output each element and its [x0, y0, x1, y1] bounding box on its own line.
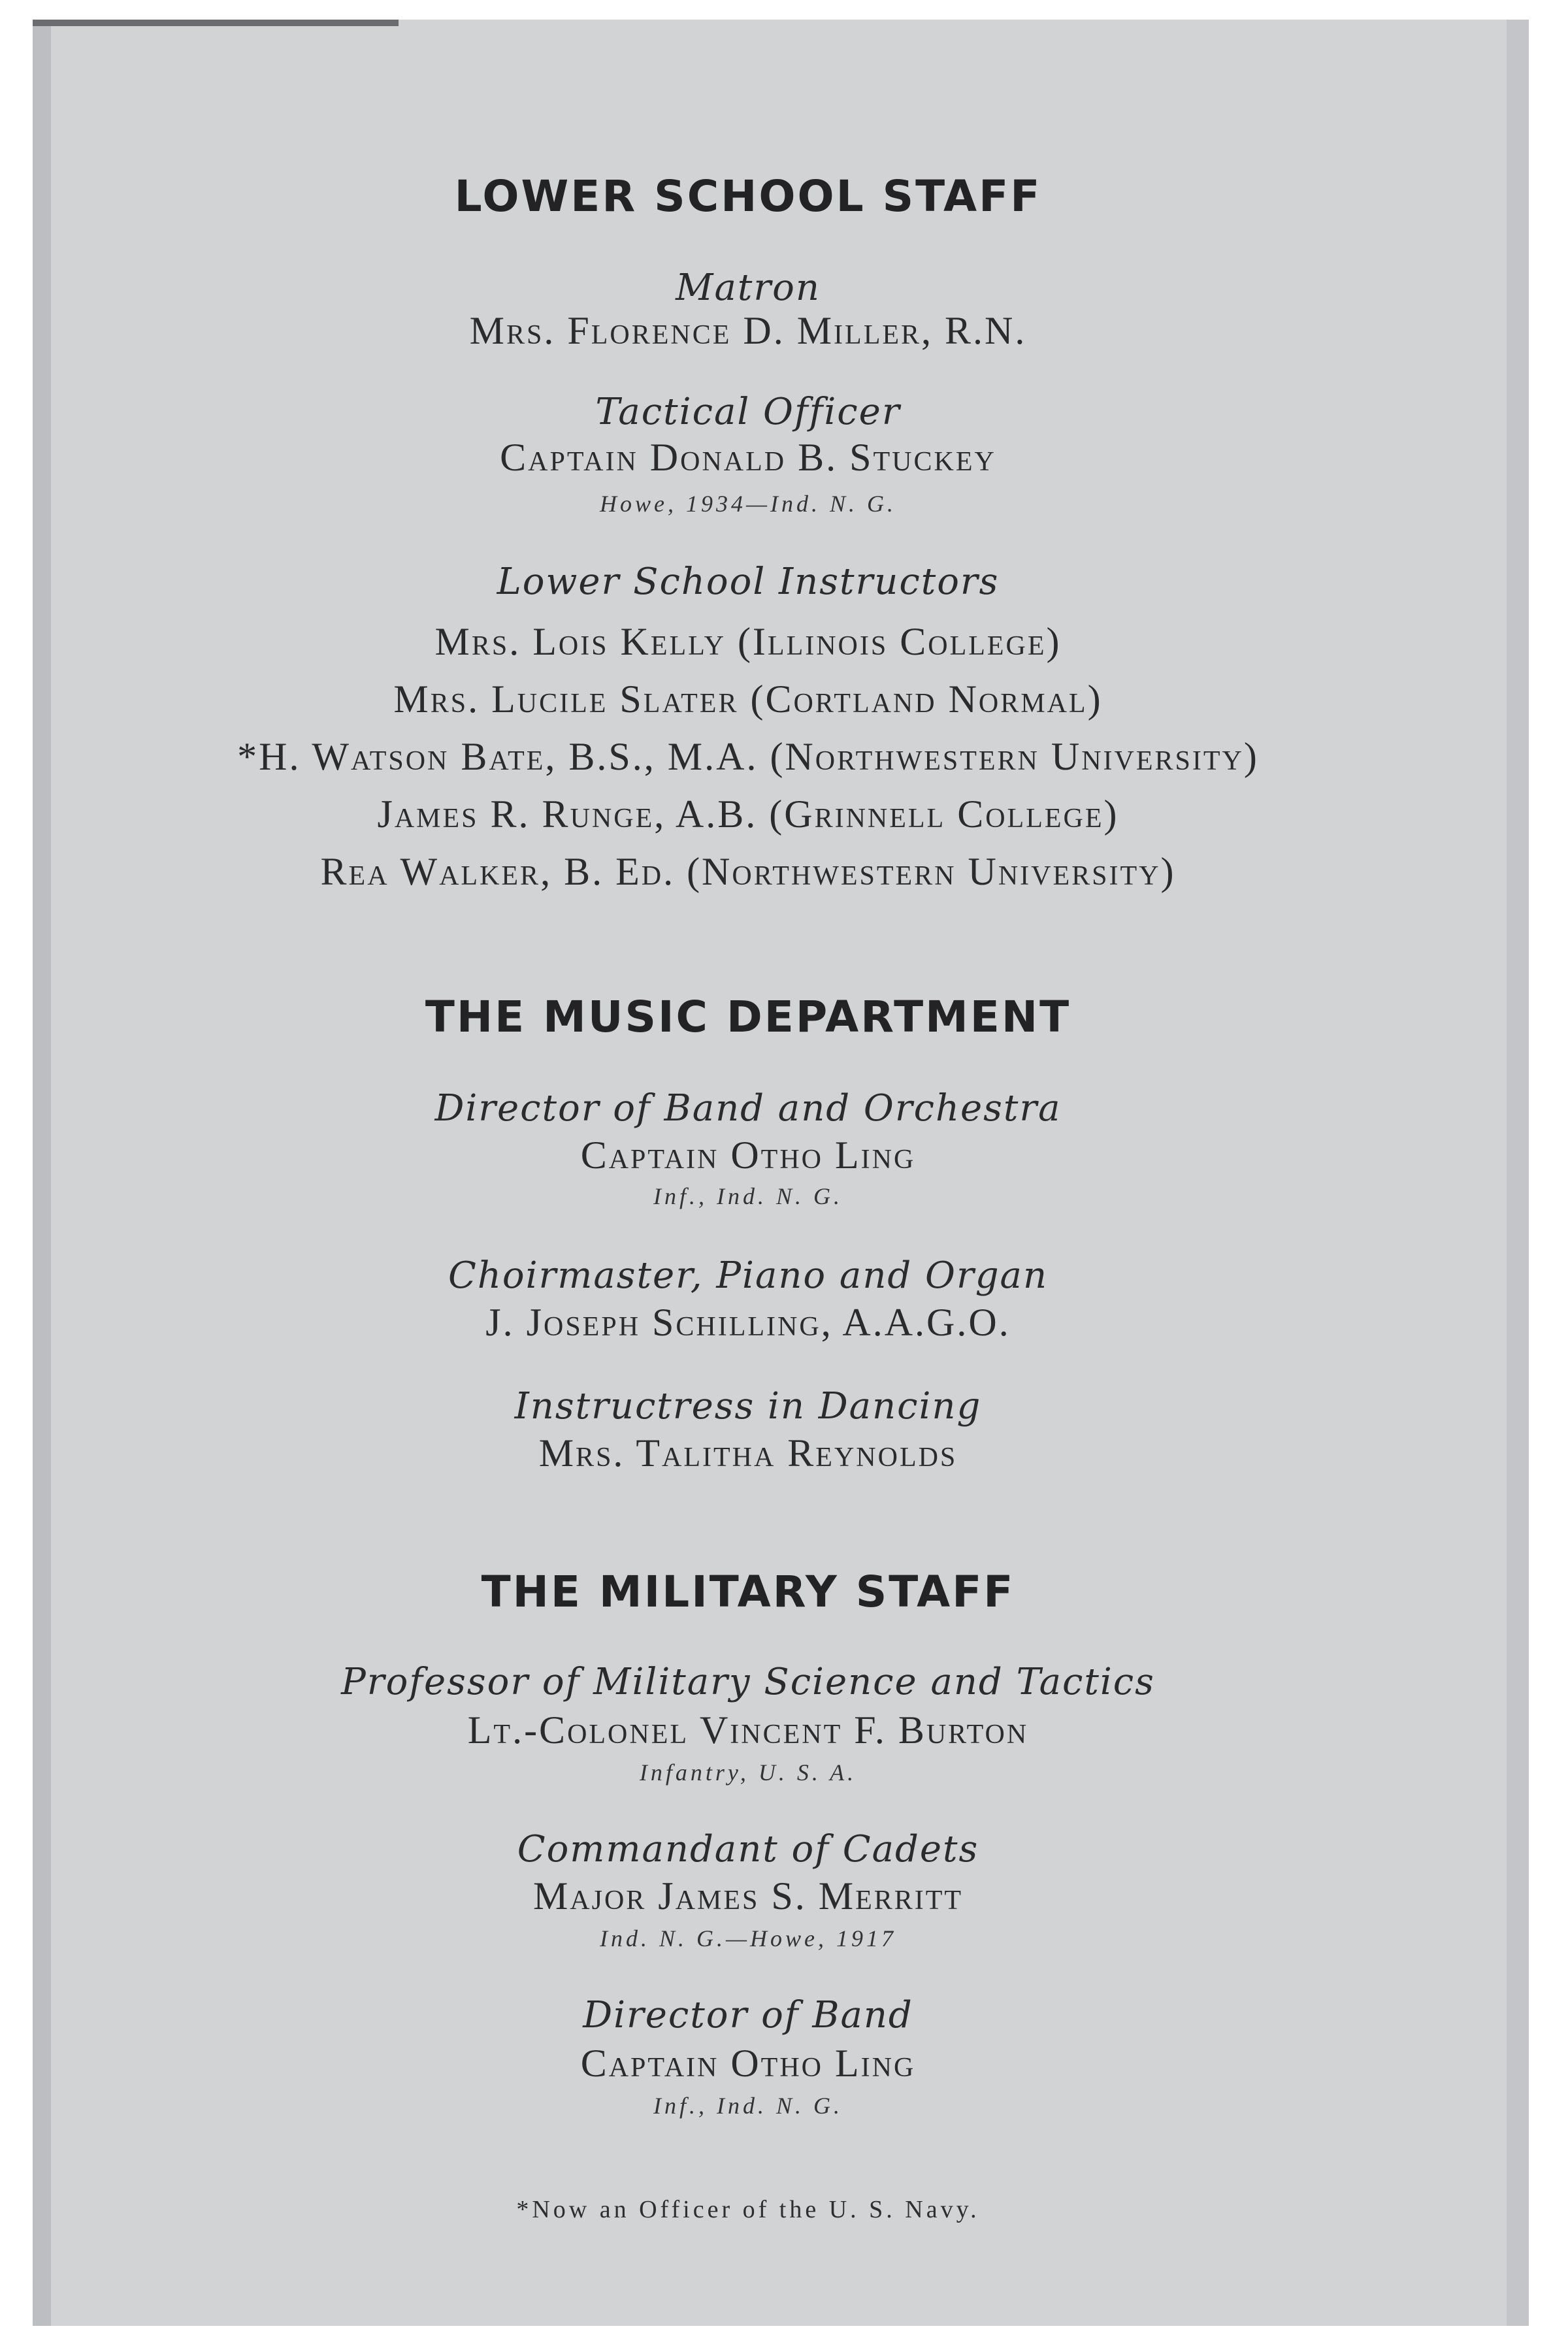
military-professor-name: Lt.-Colonel Vincent F. Burton — [467, 1708, 1029, 1752]
commandant-name: Major James S. Merritt — [532, 1874, 964, 1918]
tactical-officer-name: Captain Donald B. Stuckey — [500, 436, 996, 479]
instructor-entry: *H. Watson Bate, B.S., M.A. (Northwestern University) — [237, 735, 1259, 778]
commandant-affiliation: Ind. N. G.—Howe, 1917 — [600, 1925, 896, 1952]
matron-name: Mrs. Florence D. Miller, R.N. — [469, 309, 1027, 352]
matron-role: Matron — [676, 267, 821, 309]
choirmaster-role: Choirmaster, Piano and Organ — [448, 1254, 1049, 1297]
tactical-officer-affiliation: Howe, 1934—Ind. N. G. — [600, 491, 896, 517]
instructor-entry: James R. Runge, A.B. (Grinnell College) — [377, 792, 1119, 836]
instructor-entry: Mrs. Lucile Slater (Cortland Normal) — [393, 678, 1103, 721]
instructor-entry: Rea Walker, B. Ed. (Northwestern University) — [320, 850, 1176, 893]
tactical-officer-role: Tactical Officer — [595, 391, 901, 433]
dancing-instructress-name: Mrs. Talitha Reynolds — [538, 1431, 958, 1475]
choirmaster-name: J. Joseph Schilling, A.A.G.O. — [485, 1301, 1011, 1344]
band-director-role: Director of Band — [583, 1994, 913, 2036]
band-director-affiliation: Inf., Ind. N. G. — [653, 2093, 843, 2119]
lower-school-staff-heading: LOWER SCHOOL STAFF — [454, 171, 1042, 221]
dancing-instructress-role: Instructress in Dancing — [514, 1385, 982, 1428]
footnote: *Now an Officer of the U. S. Navy. — [516, 2196, 980, 2223]
band-orchestra-director-name: Captain Otho Ling — [580, 1134, 916, 1177]
band-orchestra-director-affiliation: Inf., Ind. N. G. — [653, 1183, 843, 1209]
music-department-heading: THE MUSIC DEPARTMENT — [425, 992, 1071, 1042]
military-professor-affiliation: Infantry, U. S. A. — [639, 1759, 857, 1786]
band-director-name: Captain Otho Ling — [580, 2042, 916, 2085]
military-professor-role: Professor of Military Science and Tactics — [341, 1661, 1155, 1703]
scan-edge-mark — [33, 20, 399, 26]
lower-school-instructors-role: Lower School Instructors — [497, 561, 1000, 603]
military-staff-heading: THE MILITARY STAFF — [481, 1567, 1015, 1617]
commandant-role: Commandant of Cadets — [517, 1828, 979, 1870]
instructor-entry: Mrs. Lois Kelly (Illinois College) — [434, 620, 1062, 663]
band-orchestra-director-role: Director of Band and Orchestra — [434, 1087, 1062, 1130]
